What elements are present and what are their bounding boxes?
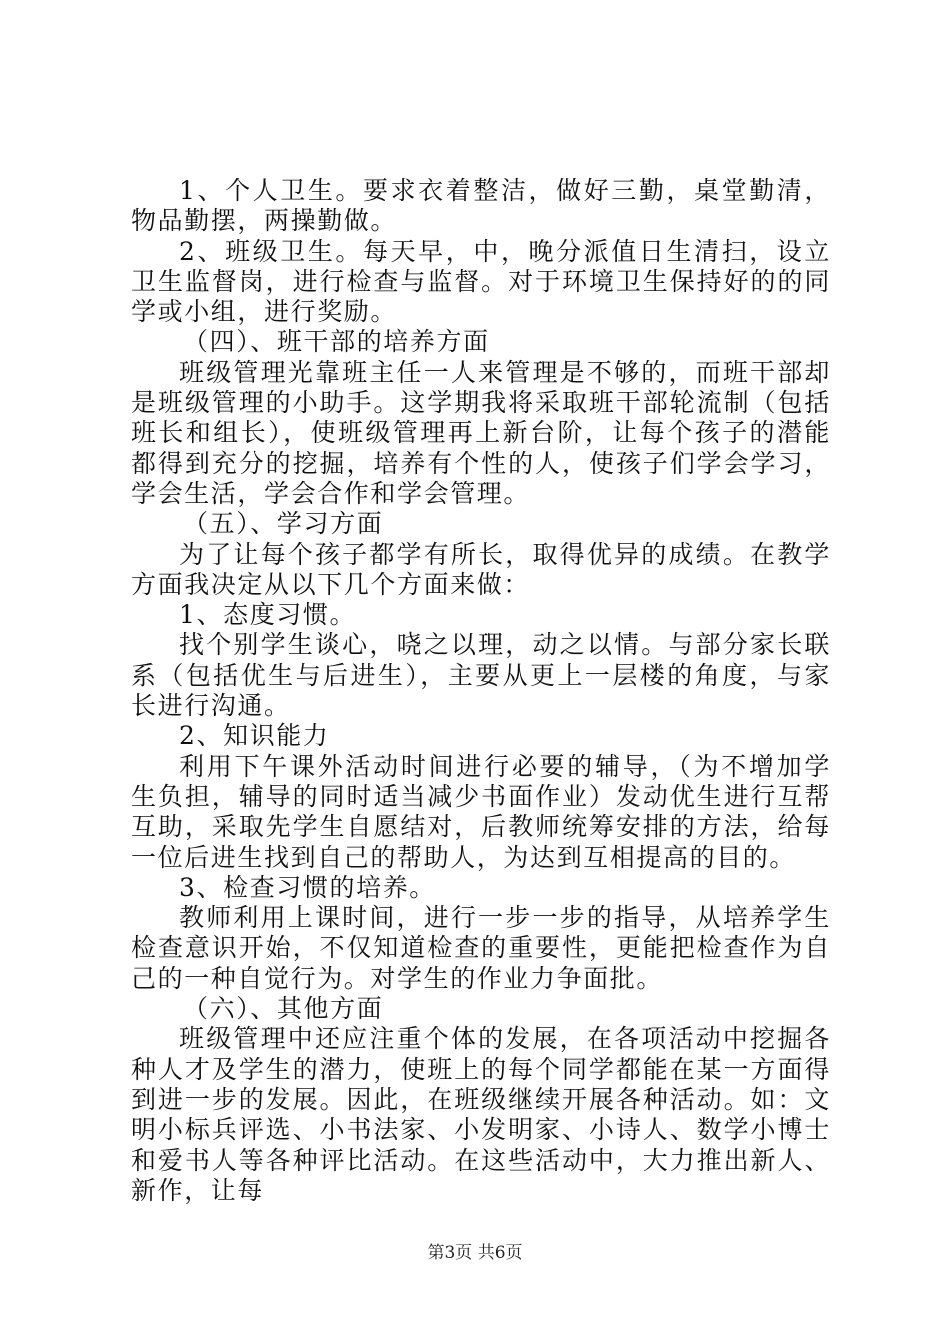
paragraph-class-cadres: 班级管理光靠班主任一人来管理是不够的，而班干部却是班级管理的小助手。这学期我将采取班干部轮流制（包括班长和组长），使班级管理再上新台阶，让每个孩子的潜能都得到充分的挖掘，培养有个性的人，使孩子们学会学习，学会生活，学会合作和学会管理。 — [131, 357, 831, 508]
paragraph-study-intro: 为了让每个孩子都学有所长，取得优异的成绩。在教学方面我决定从以下几个方面来做： — [131, 539, 831, 599]
section-heading-class-cadres: （四）、班干部的培养方面 — [183, 327, 490, 357]
paragraph-personal-hygiene: 1、个人卫生。要求衣着整洁，做好三勤，桌堂勤清，物品勤摆，两操勤做。 — [131, 176, 831, 236]
paragraph-checking-habits: 教师利用上课时间，进行一步一步的指导，从培养学生检查意识开始，不仅知道检查的重要性，更能把检查作为自己的一种自觉行为。对学生的作业力争面批。 — [131, 903, 831, 993]
subheading-checking-habits: 3、检查习惯的培养。 — [179, 872, 436, 902]
section-heading-study: （五）、学习方面 — [183, 509, 384, 539]
page-number-footer: 第3页 共6页 — [427, 1243, 523, 1263]
paragraph-other: 班级管理中还应注重个体的发展，在各项活动中挖掘各种人才及学生的潜力，使班上的每个同学都能在某一方面得到进一步的发展。因此，在班级继续开展各种活动。如：文明小标兵评选、小书法家、小发明家、小诗人、数学小博士和爱书人等各种评比活动。在这些活动中，大力推出新人、新作，让每 — [131, 1024, 831, 1205]
section-heading-other: （六）、其他方面 — [183, 994, 384, 1024]
subheading-knowledge-ability: 2、知识能力 — [179, 721, 330, 751]
subheading-attitude-habits: 1、态度习惯。 — [179, 600, 357, 630]
paragraph-knowledge-ability: 利用下午课外活动时间进行必要的辅导，（为不增加学生负担，辅导的同时适当减少书面作业）发动优生进行互帮互助，采取先学生自愿结对，后教师统筹安排的方法，给每一位后进生找到自己的帮助人，为达到互相提高的目的。 — [131, 751, 831, 872]
paragraph-class-hygiene: 2、班级卫生。每天早，中，晚分派值日生清扫，设立卫生监督岗，进行检查与监督。对于环境卫生保持好的的同学或小组，进行奖励。 — [131, 236, 831, 327]
document-body — [131, 176, 831, 1206]
paragraph-attitude-habits: 找个别学生谈心，哓之以理，动之以情。与部分家长联系（包括优生与后进生），主要从更上一层楼的角度，与家长进行沟通。 — [131, 630, 831, 721]
